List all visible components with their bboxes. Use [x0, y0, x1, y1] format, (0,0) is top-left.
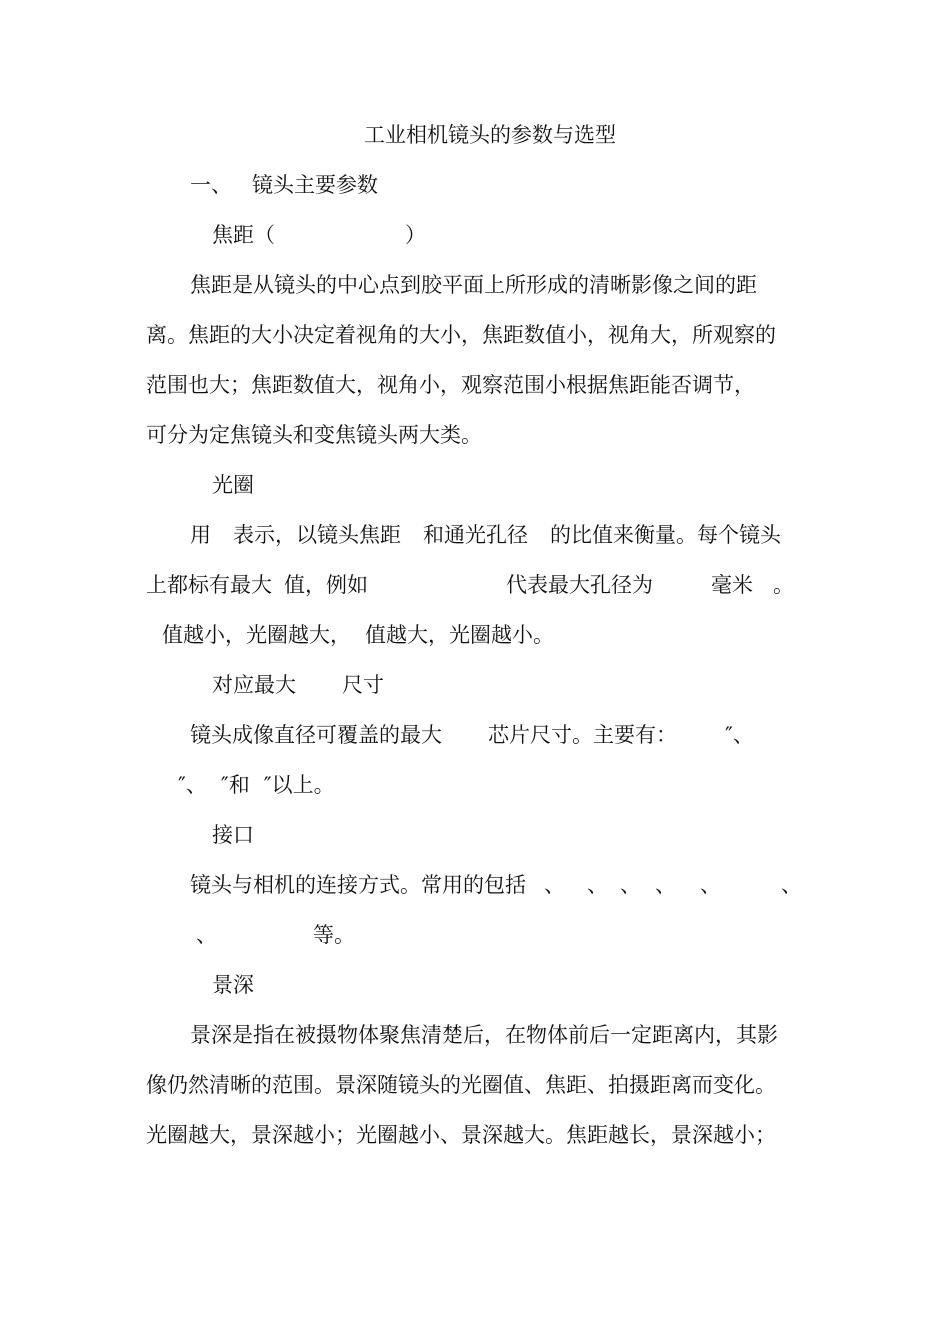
- focal-length-heading: [212, 221, 426, 249]
- sensor-l1-c: ″、: [725, 723, 754, 747]
- dof-para-line-1: 景深是指在被摄物体聚焦清楚后，在物体前后一定距离内，其影: [190, 1023, 778, 1047]
- aperture-l1-d: 的比值来衡量。每个镜头: [550, 523, 781, 547]
- focal-para-line-2: 离。焦距的大小决定着视角的大小，焦距数值小，视角大，所观察的: [146, 323, 776, 347]
- sensor-l1-b: 芯片尺寸。主要有：: [488, 723, 677, 747]
- focal-para-line-3: 范围也大；焦距数值大，视角小，观察范围小根据焦距能否调节，: [146, 373, 755, 397]
- mount-line-1: [190, 871, 802, 899]
- focal-heading-end: ）: [405, 223, 426, 247]
- aperture-l3-b: 值越大，光圈越小。: [365, 623, 554, 647]
- mount-l1-c: 、: [587, 873, 608, 897]
- mount-line-2: [196, 921, 355, 949]
- mount-l1-f: 、: [700, 873, 721, 897]
- dof-para-line-2: 像仍然清晰的范围。景深随镜头的光圈值、焦距、拍摄距离而变化。: [146, 1073, 776, 1097]
- sensor-l2-a: ″、: [178, 773, 207, 797]
- aperture-l2-c: 代表最大孔径为: [506, 573, 653, 597]
- aperture-l1-b: 表示，以镜头焦距: [233, 523, 401, 547]
- aperture-line-2: [146, 571, 794, 599]
- section-heading: [190, 171, 378, 199]
- mount-l1-e: 、: [655, 873, 676, 897]
- aperture-l1-a: 用: [190, 523, 211, 547]
- aperture-line-1: [190, 521, 781, 549]
- mount-l2-a: 、: [196, 923, 217, 947]
- aperture-l2-d: 毫米: [711, 573, 753, 597]
- aperture-line-3: [162, 621, 554, 649]
- sensor-l2-c: ″以上。: [263, 773, 335, 797]
- section-title: 镜头主要参数: [252, 173, 378, 197]
- aperture-l3-a: 值越小，光圈越大，: [162, 623, 351, 647]
- aperture-l2-a: 上都标有最大: [146, 573, 272, 597]
- aperture-l2-b: 值，例如: [284, 573, 368, 597]
- sensor-heading-a: 对应最大: [212, 673, 296, 697]
- focal-para-line-1: 焦距是从镜头的中心点到胶平面上所形成的清晰影像之间的距: [190, 273, 757, 297]
- sensor-line-1: [190, 721, 754, 749]
- section-number: 一、: [190, 173, 232, 197]
- mount-l1-d: 、: [620, 873, 641, 897]
- sensor-l1-a: 镜头成像直径可覆盖的最大: [190, 723, 442, 747]
- mount-l1-g: 、: [781, 873, 802, 897]
- dof-para-line-3: 光圈越大，景深越小；光圈越小、景深越大。焦距越长，景深越小；: [146, 1123, 776, 1147]
- aperture-heading: 光圈: [212, 473, 254, 497]
- sensor-line-2: [178, 771, 335, 799]
- focal-para-line-4: 可分为定焦镜头和变焦镜头两大类。: [146, 423, 482, 447]
- mount-l1-b: 、: [544, 873, 565, 897]
- mount-heading: 接口: [212, 823, 254, 847]
- mount-l1-a: 镜头与相机的连接方式。常用的包括: [190, 873, 526, 897]
- focal-heading-start: 焦距（: [212, 223, 275, 247]
- sensor-l2-b: ″和: [220, 773, 250, 797]
- aperture-l2-e: 。: [773, 573, 794, 597]
- dof-heading: 景深: [212, 973, 254, 997]
- sensor-heading-b: 尺寸: [342, 673, 384, 697]
- document-title: 工业相机镜头的参数与选型: [364, 123, 616, 147]
- sensor-size-heading: [212, 671, 384, 699]
- aperture-l1-c: 和通光孔径: [423, 523, 528, 547]
- mount-l2-b: 等。: [313, 923, 355, 947]
